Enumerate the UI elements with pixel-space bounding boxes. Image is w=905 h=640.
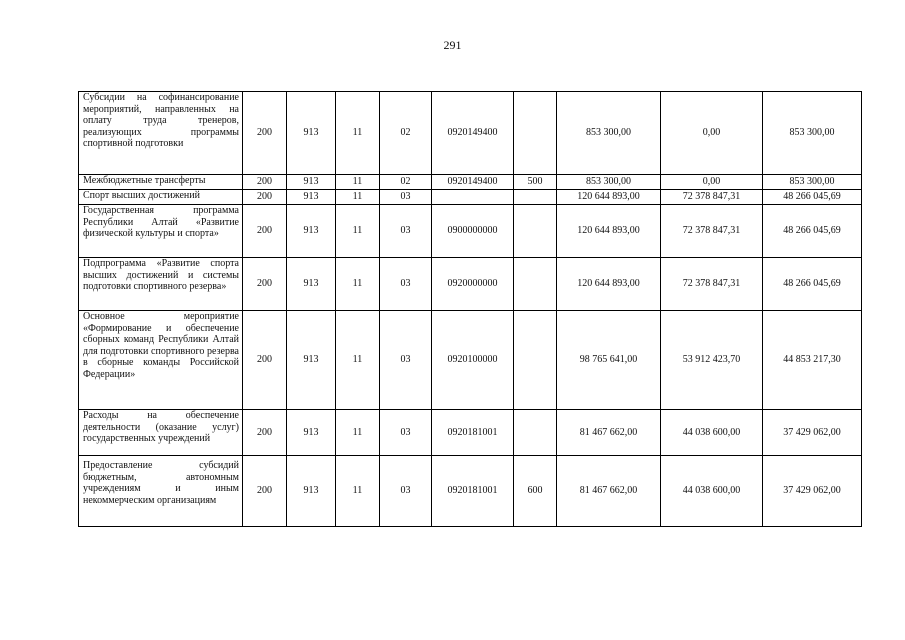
subsection-cell: 03 <box>380 311 432 410</box>
expense-type-cell <box>514 190 557 205</box>
subsection-cell: 03 <box>380 205 432 258</box>
table-row <box>79 92 862 175</box>
amount-executed-cell: 72 378 847,31 <box>661 190 763 205</box>
row-name-cell: Межбюджетные трансферты <box>79 175 243 190</box>
row-name-cell: Государственная программа Республики Алтай «Развитие физической культуры и спорта» <box>79 205 243 258</box>
amount-remaining-cell: 48 266 045,69 <box>763 258 862 311</box>
ministry-code-cell: 913 <box>287 456 336 527</box>
subsection-cell: 03 <box>380 410 432 456</box>
target-article-cell: 0920181001 <box>432 456 514 527</box>
amount-planned-cell: 853 300,00 <box>557 175 661 190</box>
amount-planned-cell: 853 300,00 <box>557 92 661 175</box>
section-cell: 11 <box>336 410 380 456</box>
amount-executed-cell: 44 038 600,00 <box>661 456 763 527</box>
section-cell: 11 <box>336 258 380 311</box>
subsection-cell: 03 <box>380 258 432 311</box>
code-cell: 200 <box>243 456 287 527</box>
ministry-code-cell: 913 <box>287 205 336 258</box>
target-article-cell: 0920000000 <box>432 258 514 311</box>
code-cell: 200 <box>243 311 287 410</box>
row-name-cell: Предоставление субсидий бюджетным, автономным учреждениям и иным некоммерческим организациям <box>79 456 243 527</box>
subsection-cell: 02 <box>380 92 432 175</box>
amount-remaining-cell: 853 300,00 <box>763 92 862 175</box>
target-article-cell: 0920149400 <box>432 92 514 175</box>
row-name-cell: Расходы на обеспечение деятельности (оказание услуг) государственных учреждений <box>79 410 243 456</box>
amount-planned-cell: 98 765 641,00 <box>557 311 661 410</box>
amount-executed-cell: 0,00 <box>661 175 763 190</box>
subsection-cell: 03 <box>380 190 432 205</box>
row-name-cell: Подпрограмма «Развитие спорта высших достижений и системы подготовки спортивного резерва» <box>79 258 243 311</box>
code-cell: 200 <box>243 92 287 175</box>
amount-executed-cell: 53 912 423,70 <box>661 311 763 410</box>
code-cell: 200 <box>243 410 287 456</box>
ministry-code-cell: 913 <box>287 190 336 205</box>
target-article-cell: 0900000000 <box>432 205 514 258</box>
section-cell: 11 <box>336 456 380 527</box>
target-article-cell <box>432 190 514 205</box>
amount-remaining-cell: 48 266 045,69 <box>763 190 862 205</box>
code-cell: 200 <box>243 175 287 190</box>
amount-executed-cell: 44 038 600,00 <box>661 410 763 456</box>
table-row <box>79 205 862 258</box>
expense-type-cell <box>514 410 557 456</box>
section-cell: 11 <box>336 205 380 258</box>
expense-type-cell <box>514 258 557 311</box>
row-name-cell: Субсидии на софинансирование мероприятий, направленных на оплату труда тренеров, реализующих программы спортивной подготовки <box>79 92 243 175</box>
ministry-code-cell: 913 <box>287 258 336 311</box>
code-cell: 200 <box>243 258 287 311</box>
table-row <box>79 311 862 410</box>
target-article-cell: 0920181001 <box>432 410 514 456</box>
ministry-code-cell: 913 <box>287 311 336 410</box>
amount-executed-cell: 72 378 847,31 <box>661 205 763 258</box>
table-row <box>79 190 862 205</box>
ministry-code-cell: 913 <box>287 410 336 456</box>
row-name-cell: Спорт высших достижений <box>79 190 243 205</box>
code-cell: 200 <box>243 190 287 205</box>
section-cell: 11 <box>336 92 380 175</box>
amount-remaining-cell: 853 300,00 <box>763 175 862 190</box>
amount-remaining-cell: 37 429 062,00 <box>763 410 862 456</box>
amount-remaining-cell: 48 266 045,69 <box>763 205 862 258</box>
amount-executed-cell: 72 378 847,31 <box>661 258 763 311</box>
subsection-cell: 02 <box>380 175 432 190</box>
amount-planned-cell: 120 644 893,00 <box>557 205 661 258</box>
table-row <box>79 456 862 527</box>
row-name-cell: Основное мероприятие «Формирование и обеспечение сборных команд Республики Алтай для подготовки спортивного резерва в сборные команды Российской Федерации» <box>79 311 243 410</box>
section-cell: 11 <box>336 311 380 410</box>
amount-remaining-cell: 44 853 217,30 <box>763 311 862 410</box>
amount-remaining-cell: 37 429 062,00 <box>763 456 862 527</box>
code-cell: 200 <box>243 205 287 258</box>
expense-type-cell <box>514 311 557 410</box>
ministry-code-cell: 913 <box>287 175 336 190</box>
amount-planned-cell: 81 467 662,00 <box>557 456 661 527</box>
budget-table-body <box>79 92 862 527</box>
page-number: 291 <box>443 38 462 52</box>
section-cell: 11 <box>336 190 380 205</box>
amount-executed-cell: 0,00 <box>661 92 763 175</box>
amount-planned-cell: 120 644 893,00 <box>557 190 661 205</box>
section-cell: 11 <box>336 175 380 190</box>
amount-planned-cell: 120 644 893,00 <box>557 258 661 311</box>
table-row <box>79 258 862 311</box>
table-row <box>79 175 862 190</box>
target-article-cell: 0920100000 <box>432 311 514 410</box>
amount-planned-cell: 81 467 662,00 <box>557 410 661 456</box>
ministry-code-cell: 913 <box>287 92 336 175</box>
table-row <box>79 410 862 456</box>
expense-type-cell: 500 <box>514 175 557 190</box>
budget-table <box>78 91 862 527</box>
expense-type-cell <box>514 92 557 175</box>
expense-type-cell: 600 <box>514 456 557 527</box>
expense-type-cell <box>514 205 557 258</box>
target-article-cell: 0920149400 <box>432 175 514 190</box>
subsection-cell: 03 <box>380 456 432 527</box>
